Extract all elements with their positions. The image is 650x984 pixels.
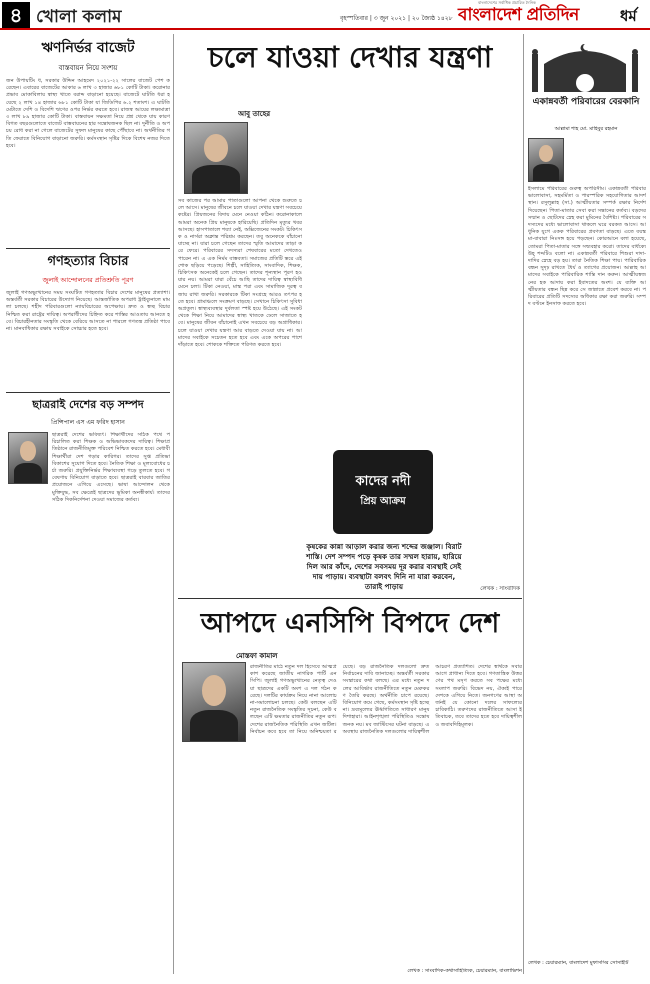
main-article-body: সব কাজের পর আমার পাতাগুলো আপনা থেকে শুরুতে চলে আসে। মানুষের জীবনে চলে যাওয়া দেখার যন্ত্রণা সবচেয়ে কষ্টের। প্রিয়জনের বিদায় মেনে নেওয়া কঠিন। করোনাকালে আমরা অনেক প্রিয় মানুষকে হারিয়েছি। প্রতিদিন মৃত্যুর খবর আসছে। হাসপাতালে শয্যা নেই, অক্সিজেনের সংকট। চিকিৎসক ও নার্সরা অক্লান্ত পরিশ্রম করছেন। তবু অনেককে বাঁচানো যাচ্ছে না। যারা চলে গেছেন তাদের স্মৃতি আমাদের তাড়া করে ফেরে। পরিবারের সদস্যরা শেষবারের মতো দেখতেও পারেন না। এ এক নির্মম বাস্তবতা। সমাজের প্রতিটি স্তরে এই শোক ছড়িয়ে পড়েছে। শিল্পী, সাহিত্যিক, সাংবাদিক, শিক্ষক, চিকিৎসক অনেকেই চলে গেছেন। তাদের শূন্যস্থান পূরণ হওয়ার নয়। আমরা যারা বেঁচে আছি তাদের দায়িত্ব স্বাস্থ্যবিধি মেনে চলা। টিকা নেওয়া, মাস্ক পরা এবং সামাজিক দূরত্ব বজায় রাখা জরুরি। সরকারকে টিকা সংগ্রহে আরও তৎপর হতে হবে। গ্রামাঞ্চলে সংক্রমণ বাড়ছে। সেখানে চিকিৎসা সুবিধা অপ্রতুল। স্বাস্থ্যব্যবস্থার দুর্বলতা স্পষ্ট হয়ে উঠেছে। এই সংকট থেকে শিক্ষা নিয়ে আমাদের স্বাস্থ্য খাতকে ঢেলে সাজাতে হবে। মানুষের জীবন বাঁচানোই এখন সবচেয়ে বড় অগ্রাধিকার। চলে যাওয়া দেখার যন্ত্রণা আর বাড়তে দেওয়া যায় না। আমাদের সবাইকে সচেতন হতে হবে এবং একে অপরের পাশে দাঁড়াতে হবে। শোককে শক্তিতে পরিণত করতে হবে। [178, 198, 302, 349]
divider [6, 392, 170, 393]
bottom-article-title: আপদে এনসিপি বিপদে দেশ [200, 608, 500, 639]
students-author-photo [8, 432, 48, 484]
main-article-author-photo [184, 122, 248, 194]
bottom-article-author: মোস্তফা কামাল [236, 652, 278, 660]
bottom-article-signoff: লেখক : সাংবাদিক-কথাসাহিত্যিক, চেয়ারম্যান, বাংলাভিশন [407, 968, 522, 974]
bottom-article-author-photo [182, 662, 246, 742]
mosque-illustration-icon [524, 40, 646, 92]
publication-date: বৃহস্পতিবার | ৩ জুন ২০২১ | ২০ জ্যৈষ্ঠ ১৪২৮ [340, 15, 453, 22]
masthead-tagline: বাংলাদেশের সর্বাধিক প্রচারিত দৈনিক [478, 0, 536, 5]
budget-subtitle: বাস্তবায়ন নিয়ে সংশয় [58, 64, 118, 72]
ad-text: কৃষকের কান্না আড়াল করার জন্য শব্দের জঞ্জাল। বিরাট শাস্তি। দেশ সম্পদ পড়ে কৃষক তার সম্মল হারায়, হারিয়ে দিল আর কাঁদে, দেশের সবসময় দূর করার ব্যবস্থাই সেই দায় পাড়ায়। ব্যবস্থাটা বলবৎ দিনি না যারা করবেন, তারাই পাড়ায় [306, 542, 462, 591]
budget-title: ঋণনির্ভর বাজেট [41, 40, 135, 56]
book-advertisement [305, 440, 463, 592]
divider [6, 248, 170, 249]
students-article [6, 396, 170, 428]
bottom-article-body: রাজনীতির মাঠে নতুন দল হিসেবে আত্মপ্রকাশ করেছে জাতীয় নাগরিক পার্টি এনসিপি। জুলাই গণঅভ্যুত্থানের নেতৃত্ব দেওয়া ছাত্রদের একটি অংশ এ দল গঠন করেছে। দলটির কার্যক্রম নিয়ে নানা আলোচনা-সমালোচনা চলছে। কেউ বলছেন এটি নতুন রাজনৈতিক সংস্কৃতির সূচনা, কেউ বলছেন এটি ক্ষমতার রাজনীতির নতুন রূপ। দেশের রাজনৈতিক পরিস্থিতি এখন জটিল। নির্বাচন কবে হবে তা নিয়ে অনিশ্চয়তা রয়েছে। বড় রাজনৈতিক দলগুলো দ্রুত নির্বাচনের দাবি জানাচ্ছে। অন্তর্বর্তী সরকার সংস্কারের কথা বলছে। এর মধ্যে নতুন দলের আবির্ভাব রাজনীতিতে নতুন মেরুকরণ তৈরি করছে। অর্থনীতি চাপে রয়েছে। বিনিয়োগ কমে গেছে, কর্মসংস্থান সৃষ্টি হচ্ছে না। দ্রব্যমূল্যের ঊর্ধ্বগতিতে সাধারণ মানুষ দিশাহারা। আইনশৃঙ্খলা পরিস্থিতিও সন্তোষজনক নয়। মব জাস্টিসের ঘটনা বাড়ছে। এ অবস্থায় রাজনৈতিক দলগুলোর দায়িত্বশীল আচরণ প্রত্যাশিত। দেশের স্বার্থকে সবার আগে প্রাধান্য দিতে হবে। গণতান্ত্রিক উত্তরণের পথ মসৃণ করতে সব পক্ষের মধ্যে সংলাপ জরুরি। বিভেদ নয়, ঐক্যই পারে দেশকে এগিয়ে নিতে। জনগণের আস্থা অর্জনই যে কোনো দলের সাফল্যের চাবিকাঠি। তরুণদের রাজনীতিতে আসা ইতিবাচক, তবে তাদের হতে হবে দায়িত্বশীল ও জবাবদিহিমূলক। [250, 664, 522, 735]
ad-panel [333, 450, 433, 534]
budget-body: জন উপায়টিং ধ, সরকার উদ্দিন আহমেদ ২০২১-২২ সালের বাজেট পেশ করেছেন। এবারের বাজেটের আকার ৬ লাখ ৩ হাজার ৬৮১ কোটি টাকা। করোনার প্রভাব মোকাবিলায় স্বাস্থ্য খাতে বরাদ্দ বাড়ানো হয়েছে। বাজেটে ঘাটতি ধরা হয়েছে ২ লাখ ১৪ হাজার ৬৮১ কোটি টাকা যা জিডিপির ৬.২ শতাংশ। এ ঘাটতি মেটাতে দেশি ও বিদেশি ঋণের ওপর নির্ভর করতে হবে। রাজস্ব আয়ের লক্ষ্যমাত্রা ৩ লাখ ৮৯ হাজার কোটি টাকা। বাস্তবায়ন সক্ষমতা নিয়ে প্রশ্ন থেকে যায় কারণ বিগত বছরগুলোতে বাজেট বাস্তবায়নের হার সন্তোষজনক ছিল না। দুর্নীতি ও অপচয় রোধ করা না গেলে বাজেটের সুফল মানুষের কাছে পৌঁছাবে না। অর্থনীতির গতি ফেরাতে বিনিয়োগ বাড়ানো জরুরি। কর্মসংস্থান সৃষ্টির দিকে বিশেষ নজর দিতে হবে। [6, 78, 170, 149]
religion-body-side [568, 138, 646, 182]
section-religion-label: ধর্ম [620, 7, 637, 25]
section-name: খোলা কলাম [36, 7, 122, 27]
students-subtitle: প্রিন্সিপাল এস এম ফরিদ হাসান [51, 419, 125, 426]
page-header [0, 0, 650, 30]
religion-article-title: একান্নবর্তী পরিবারের বেরকানি [532, 97, 640, 107]
masthead-logo: বাংলাদেশ প্রতিদিন [458, 5, 579, 25]
democracy-article [6, 252, 170, 390]
main-article-body-col3 [306, 122, 404, 438]
main-article-author: আবু তাহের [238, 110, 271, 118]
column-divider [173, 34, 174, 974]
religion-article-body: ইসলামে পরিবারের গুরুত্ব অপরিসীম। একান্নবর্তী পরিবার ভালোবাসা, সহমর্মিতা ও পারস্পরিক সহযোগিতার আদর্শ স্থান। রসুলুল্লাহ (সা.) আত্মীয়তার সম্পর্ক রক্ষার নির্দেশ দিয়েছেন। পিতা-মাতার সেবা করা সন্তানের কর্তব্য। বড়দের সম্মান ও ছোটদের স্নেহ করা মুমিনের বৈশিষ্ট্য। পরিবারের সদস্যদের মধ্যে ভালোবাসা থাকলে ঘরে বরকত আসে। আধুনিক যুগে একক পরিবারের প্রবণতা বাড়ছে। এতে বয়স্ক মা-বাবারা নিঃসঙ্গ হয়ে পড়ছেন। কোরআনে বলা হয়েছে, তোমরা পিতা-মাতার সঙ্গে সদ্ব্যবহার করো। তাদের বার্ধক্যে উহ্ শব্দটিও বলো না। একান্নবর্তী পরিবারে শিশুরা দাদা-দাদির স্নেহে বড় হয়। তারা নৈতিক শিক্ষা পায়। পারিবারিক বন্ধন সুদৃঢ় রাখতে ধৈর্য ও ত্যাগের প্রয়োজন। আল্লাহ আমাদের সবাইকে পারিবারিক শান্তি দান করুন। আত্মীয়স্বজনের হক আদায় করা ইবাদতের অংশ। যে ব্যক্তি আত্মীয়তার বন্ধন ছিন্ন করে সে জান্নাতে প্রবেশ করবে না। পরিবারের প্রতিটি সদস্যের অধিকার রক্ষা করা জরুরি। সম্পদ বণ্টনে ইনসাফ করতে হবে। [528, 186, 646, 308]
main-article-signoff: লেখক : সাংবাদিক [480, 586, 520, 592]
democracy-title: গণহত্যার বিচার [47, 254, 129, 269]
budget-article [6, 36, 170, 246]
democracy-subtitle: জুলাই আন্দোলনের প্রতিশ্রুতি পূরণ [42, 276, 134, 284]
divider [178, 598, 522, 599]
bottom-article-body-left [178, 746, 248, 966]
students-body: ছাত্ররাই দেশের ভবিষ্যৎ। শিক্ষার্থীদের সঠিক পথে পরিচালিত করা শিক্ষক ও অভিভাবকদের দায়িত্ব। শিক্ষাপ্রতিষ্ঠানে রাজনীতিমুক্ত পরিবেশ নিশ্চিত করতে হবে। মেধাবী শিক্ষার্থীরা দেশ গড়ার কারিগর। তাদের সুপ্ত প্রতিভা বিকাশের সুযোগ দিতে হবে। নৈতিক শিক্ষা ও মূল্যবোধের চর্চা জরুরি। প্রযুক্তিনির্ভর শিক্ষাব্যবস্থা গড়ে তুলতে হবে। গবেষণায় বিনিয়োগ বাড়াতে হবে। ছাত্ররাই বারবার জাতির প্রয়োজনে এগিয়ে এসেছে। ভাষা আন্দোলন থেকে মুক্তিযুদ্ধ, সব ক্ষেত্রেই ছাত্রদের ভূমিকা অনস্বীকার্য। তাদের সঠিক দিকনির্দেশনা দেওয়া সমাজের কর্তব্য। [52, 432, 170, 503]
students-title: ছাত্ররাই দেশের বড় সম্পদ [32, 398, 144, 411]
religion-signoff: লেখক : চেয়ারম্যান, বাংলাদেশ মুফাসসির সোসাইটি [528, 960, 629, 966]
main-article-title: চলে যাওয়া দেখার যন্ত্রণা [207, 40, 493, 74]
page-number: ৪ [2, 2, 30, 28]
main-article-body-col2 [250, 122, 304, 198]
ad-title-line2: প্রিয় আক্রম [360, 496, 406, 507]
democracy-body: জুলাই গণঅভ্যুত্থানের সময় সংঘটিত গণহত্যার বিচার দেশের মানুষের প্রত্যাশা। অন্তর্বর্তী সরকার বিচারের উদ্যোগ নিয়েছে। আন্তর্জাতিক অপরাধ ট্রাইব্যুনালে মামলা চলছে। শহীদ পরিবারগুলো ন্যায়বিচারের অপেক্ষায়। দ্রুত ও স্বচ্ছ বিচার নিশ্চিত করা রাষ্ট্রের দায়িত্ব। অপরাধীদের চিহ্নিত করে শাস্তির আওতায় আনতে হবে। বিচারহীনতার সংস্কৃতি থেকে বেরিয়ে আসতে না পারলে গণতন্ত্র প্রতিষ্ঠা পাবে না। মানবাধিকার রক্ষায় সবাইকে সোচ্চার হতে হবে। [6, 290, 170, 333]
religion-article-author: আল্লামা শাহ মো. মাহিবুর রহমান [554, 126, 618, 132]
column-divider [523, 34, 524, 974]
ad-title-line1: কাদের নদী [355, 474, 411, 489]
religion-author-photo [528, 138, 564, 182]
